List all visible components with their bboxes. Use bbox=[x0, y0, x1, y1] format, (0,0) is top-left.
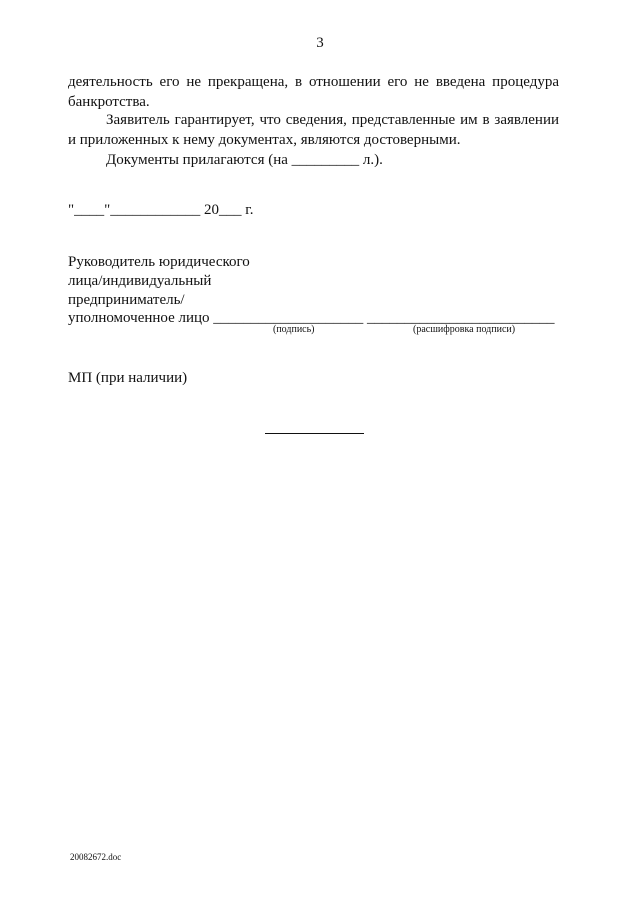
date-line: "____"____________ 20___ г. bbox=[68, 202, 254, 218]
footer-filename: 20082672.doc bbox=[70, 852, 122, 862]
signatory-role-line: Руководитель юридического bbox=[68, 254, 250, 270]
signatory-role-line: лица/индивидуальный bbox=[68, 273, 212, 289]
body-paragraph-line: деятельность его не прекращена, в отношении его не введена процедура bbox=[68, 74, 559, 90]
signatory-role-line: уполномоченное лицо ____________________ _________________________ bbox=[68, 310, 555, 326]
end-divider bbox=[265, 433, 364, 434]
signature-caption: (подпись) bbox=[273, 324, 315, 335]
stamp-label: МП (при наличии) bbox=[68, 370, 188, 386]
signatory-role-line: предприниматель/ bbox=[68, 292, 185, 308]
body-paragraph-line: банкротства. bbox=[68, 94, 150, 110]
guarantee-paragraph-line: и приложенных к нему документах, являются достоверными. bbox=[68, 132, 461, 148]
signature-decryption-caption: (расшифровка подписи) bbox=[413, 324, 516, 335]
documents-line: Документы прилагаются (на _________ л.). bbox=[106, 152, 383, 168]
page-number: 3 bbox=[316, 35, 324, 51]
guarantee-paragraph-line: Заявитель гарантирует, что сведения, представленные им в заявлении bbox=[106, 112, 559, 128]
